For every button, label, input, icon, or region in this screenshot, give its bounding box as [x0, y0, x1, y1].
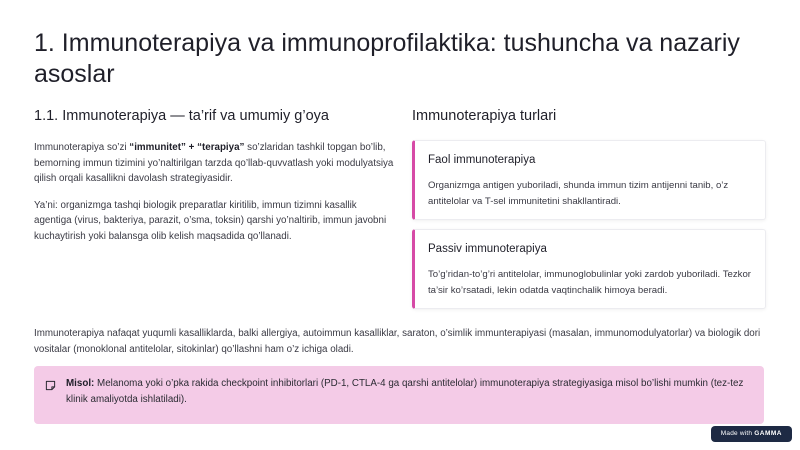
- callout-text: [66, 376, 750, 408]
- types-heading: Immunoterapiya turlari: [412, 108, 557, 124]
- definition-heading: 1.1. Immunoterapiya — ta’rif va umumiy g’oya: [34, 108, 329, 124]
- term-immunitet: “immunitet”: [129, 142, 186, 153]
- card-text: Organizmga antigen yuboriladi, shunda immun tizim antijenni tanib, o’z antitelolar va T-sel immunitetini shakllantiradi.: [428, 180, 729, 207]
- note-icon: [45, 380, 56, 391]
- made-with-gamma-badge[interactable]: [711, 426, 792, 442]
- example-callout: [34, 366, 764, 424]
- definition-paragraph: [34, 140, 394, 187]
- definition-text-end: so’zlaridan tashkil topgan bo’lib, bemorning immun tizimini yo’naltirilgan tarzda qo’llab-quvvatlash yoki modulyatsiya qilish orqali kasallikni davolash strategiyasidir.: [34, 142, 394, 184]
- explanation-paragraph: Ya’ni: organizmga tashqi biologik preparatlar kiritilib, immun tizimni kasallik agentiga (virus, bakteriya, parazit, o’sma, toksin) qarshi yo’naltirib, immun javobni kuchaytirish yoki balansga olib kelish maqsadida qo’llanadi.: [34, 199, 387, 242]
- card-title: Passiv immunoterapiya: [428, 243, 547, 255]
- active-immunotherapy-card: [412, 140, 766, 220]
- term-plus: +: [185, 142, 198, 153]
- slide-title: 1. Immunoterapiya va immunoprofilaktika: tushuncha va nazariy asoslar: [34, 29, 740, 88]
- badge-prefix: Made with: [720, 430, 755, 437]
- scope-paragraph: Immunoterapiya nafaqat yuqumli kasalliklarda, balki allergiya, autoimmun kasalliklar, saraton, o’simlik immunterapiyasi (masalan, immunomodulyatorlar) va biologik dori vositalar (monoklonal antitelolar, sitokinlar) qo’llashni ham o’z ichiga oladi.: [34, 328, 761, 355]
- card-text: To’g’ridan-to’g’ri antitelolar, immunoglobulinlar yoki zardob yuboriladi. Tezkor ta’sir ko’rsatadi, lekin odatda vaqtinchalik himoya beradi.: [428, 269, 751, 296]
- definition-text-start: Immunoterapiya so’zi: [34, 142, 130, 153]
- term-terapiya: “terapiya”: [197, 142, 245, 153]
- badge-brand: GAMMA: [754, 430, 782, 437]
- types-section: [412, 108, 766, 318]
- callout-label: Misol:: [66, 378, 95, 389]
- definition-section: [34, 108, 394, 255]
- callout-body: Melanoma yoki o’pka rakida checkpoint inhibitorlari (PD-1, CTLA-4 ga qarshi antitelolar) immunoterapiya strategiyasiga misol bo’lishi mumkin (tez-tez klinik amaliyotda ishlatiladi).: [66, 378, 744, 405]
- passive-immunotherapy-card: [412, 229, 766, 309]
- card-title: Faol immunoterapiya: [428, 154, 536, 166]
